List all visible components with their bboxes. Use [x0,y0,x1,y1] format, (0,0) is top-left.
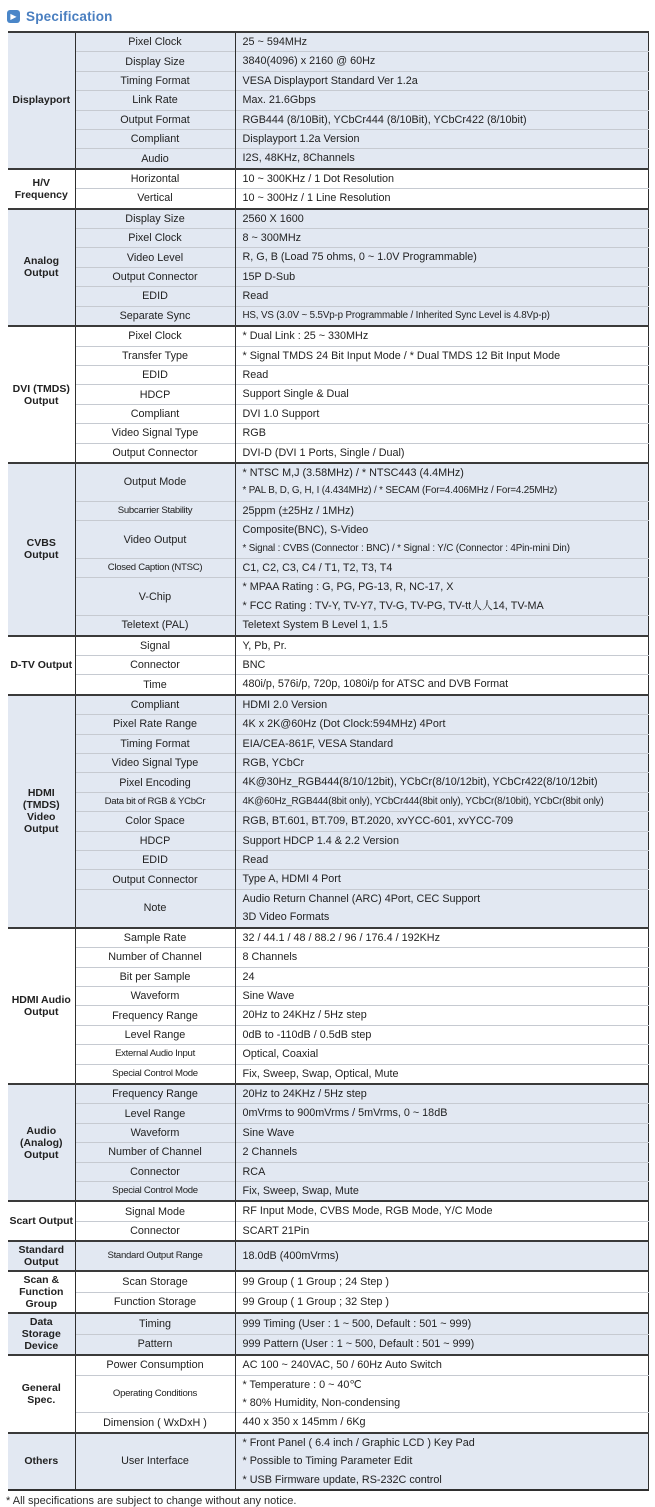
spec-value-line: * PAL B, D, G, H, I (4.434MHz) / * SECAM (For=4.406MHz / For=4.25MHz) [242,485,558,497]
spec-row [8,695,648,715]
spec-value-line: 999 Pattern (User : 1 ~ 500, Default : 501 ~ 999) [242,1338,475,1351]
spec-row [8,32,648,52]
spec-value-line: 32 / 44.1 / 48 / 88.2 / 96 / 176.4 / 192KHz [242,931,440,944]
spec-row [8,1375,648,1413]
spec-row [8,385,648,404]
spec-value-line: 0mVrms to 900mVrms / 5mVrms, 0 ~ 18dB [242,1107,448,1120]
spec-parameter: Pixel Clock [75,32,235,52]
spec-parameter: Standard Output Range [75,1241,235,1271]
spec-value [235,792,648,811]
spec-value-line: C1, C2, C3, C4 / T1, T2, T3, T4 [242,561,393,574]
spec-value-line: 3840(4096) x 2160 @ 60Hz [242,55,376,68]
spec-value [235,326,648,346]
section-label: H/V Frequency [8,169,75,209]
spec-value [235,424,648,443]
spec-parameter: Power Consumption [75,1355,235,1375]
spec-parameter: Signal Mode [75,1201,235,1221]
spec-value [235,1355,648,1375]
spec-parameter: Note [75,889,235,927]
spec-value-line: 0dB to -110dB / 0.5dB step [242,1028,372,1041]
spec-parameter: Teletext (PAL) [75,616,235,636]
spec-value [235,773,648,792]
spec-row [8,501,648,520]
section-label: Analog Output [8,209,75,326]
spec-value-line: * MPAA Rating : G, PG, PG-13, R, NC-17, X [242,581,454,594]
spec-row [8,521,648,559]
spec-row [8,734,648,753]
spec-value-line: Teletext System B Level 1, 1.5 [242,619,388,632]
spec-value [235,715,648,734]
spec-value [235,1221,648,1241]
spec-value-line: 99 Group ( 1 Group ; 24 Step ) [242,1275,389,1288]
section-label: Scart Output [8,1201,75,1241]
spec-row [8,851,648,870]
spec-row [8,110,648,129]
spec-parameter: Video Signal Type [75,754,235,773]
spec-parameter: Operating Conditions [75,1375,235,1413]
spec-value [235,521,648,559]
spec-value-line: RGB, BT.601, BT.709, BT.2020, xvYCC-601, xvYCC-709 [242,815,514,828]
spec-value [235,52,648,71]
spec-value [235,1181,648,1201]
spec-value [235,1084,648,1104]
spec-value [235,986,648,1005]
spec-value-line: AC 100 ~ 240VAC, 50 / 60Hz Auto Switch [242,1359,442,1372]
spec-row [8,715,648,734]
spec-row [8,189,648,209]
spec-value-line: 20Hz to 24KHz / 5Hz step [242,1009,367,1022]
spec-row [8,636,648,656]
spec-row [8,1181,648,1201]
spec-parameter: Subcarrier Stability [75,501,235,520]
spec-value-line: 99 Group ( 1 Group ; 32 Step ) [242,1296,389,1309]
spec-parameter: Video Level [75,248,235,267]
spec-parameter: Compliant [75,404,235,423]
spec-parameter: Function Storage [75,1292,235,1313]
spec-parameter: Pixel Rate Range [75,715,235,734]
section-label: Data Storage Device [8,1313,75,1355]
page-header [0,0,655,31]
spec-parameter: Special Control Mode [75,1181,235,1201]
spec-value [235,130,648,149]
spec-value-line: Y, Pb, Pr. [242,639,287,652]
spec-parameter: Data bit of RGB & YCbCr [75,792,235,811]
spec-value [235,385,648,404]
spec-parameter: Level Range [75,1025,235,1044]
spec-parameter: Video Signal Type [75,424,235,443]
spec-parameter: Timing Format [75,71,235,90]
spec-value [235,695,648,715]
spec-value-line: * Front Panel ( 6.4 inch / Graphic LCD ) Key Pad [242,1436,475,1449]
spec-value-line: Audio Return Channel (ARC) 4Port, CEC Support [242,892,481,905]
spec-value [235,149,648,169]
spec-parameter: EDID [75,287,235,306]
spec-row [8,578,648,616]
spec-row [8,558,648,577]
spec-value [235,1292,648,1313]
spec-parameter: Pixel Clock [75,229,235,248]
spec-value-line: Optical, Coaxial [242,1048,319,1061]
spec-parameter: Video Output [75,521,235,559]
spec-value-line: Fix, Sweep, Swap, Mute [242,1184,359,1197]
spec-parameter: Closed Caption (NTSC) [75,558,235,577]
spec-value-line: 480i/p, 576i/p, 720p, 1080i/p for ATSC and DVB Format [242,678,509,691]
spec-value [235,734,648,753]
spec-row [8,656,648,675]
spec-parameter: Timing Format [75,734,235,753]
spec-value [235,558,648,577]
spec-row [8,1433,648,1490]
spec-row [8,1355,648,1375]
spec-value [235,656,648,675]
spec-row [8,792,648,811]
spec-parameter: EDID [75,365,235,384]
spec-parameter: Audio [75,149,235,169]
spec-value-line: 24 [242,970,255,983]
spec-parameter: Pixel Encoding [75,773,235,792]
spec-value [235,636,648,656]
spec-row [8,463,648,501]
spec-value-line: 8 ~ 300MHz [242,232,302,245]
spec-value-line: R, G, B (Load 75 ohms, 0 ~ 1.0V Programmable) [242,251,477,264]
spec-parameter: Vertical [75,189,235,209]
spec-row [8,1064,648,1084]
spec-parameter: Pixel Clock [75,326,235,346]
spec-parameter: Frequency Range [75,1084,235,1104]
spec-value [235,1271,648,1292]
spec-value [235,754,648,773]
spec-value [235,831,648,850]
spec-value-line: Support Single & Dual [242,388,349,401]
spec-parameter: Frequency Range [75,1006,235,1025]
spec-row [8,229,648,248]
spec-row [8,1006,648,1025]
spec-value-line: Composite(BNC), S-Video [242,524,369,537]
spec-row [8,1025,648,1044]
spec-value-line: 18.0dB (400mVrms) [242,1249,339,1262]
spec-value-line: BNC [242,659,266,671]
spec-value [235,1123,648,1142]
spec-value-line: 25 ~ 594MHz [242,36,308,48]
spec-row [8,248,648,267]
specification-table-body [8,32,648,1490]
spec-value-line: Max. 21.6Gbps [242,94,316,107]
spec-parameter: External Audio Input [75,1045,235,1064]
spec-row [8,365,648,384]
spec-value [235,169,648,189]
spec-parameter: Connector [75,656,235,675]
spec-row [8,209,648,229]
spec-row [8,1413,648,1433]
spec-row [8,1271,648,1292]
spec-row [8,52,648,71]
spec-value [235,91,648,110]
spec-value [235,1025,648,1044]
spec-row [8,404,648,423]
section-label: HDMI (TMDS) Video Output [8,695,75,928]
spec-row [8,1143,648,1162]
spec-row [8,1084,648,1104]
spec-value-line: * Dual Link : 25 ~ 330MHz [242,330,369,343]
spec-value-line: RGB, YCbCr [242,757,305,770]
spec-value [235,1045,648,1064]
spec-parameter: Signal [75,636,235,656]
spec-value [235,267,648,286]
spec-value [235,1375,648,1413]
spec-value [235,967,648,986]
spec-value [235,346,648,365]
spec-value-line: 8 Channels [242,951,298,964]
spec-value-line: 20Hz to 24KHz / 5Hz step [242,1087,367,1100]
spec-value-line: 25ppm (±25Hz / 1MHz) [242,504,355,517]
spec-value [235,209,648,229]
spec-value [235,501,648,520]
spec-value [235,1162,648,1181]
spec-value-line: Sine Wave [242,989,295,1002]
spec-parameter: HDCP [75,831,235,850]
spec-parameter: Connector [75,1162,235,1181]
spec-parameter: Display Size [75,209,235,229]
spec-value [235,189,648,209]
spec-parameter: Level Range [75,1104,235,1123]
spec-parameter: Waveform [75,1123,235,1142]
spec-value-line: RCA [242,1165,266,1178]
spec-value-line: RF Input Mode, CVBS Mode, RGB Mode, Y/C Mode [242,1205,493,1218]
spec-value-line: Sine Wave [242,1126,295,1139]
spec-value-line: EIA/CEA-861F, VESA Standard [242,737,394,750]
spec-value [235,1313,648,1334]
spec-row [8,948,648,967]
spec-value-line: Read [242,854,269,867]
spec-parameter: EDID [75,851,235,870]
spec-row [8,346,648,365]
spec-value [235,889,648,927]
section-label: CVBS Output [8,463,75,636]
spec-value-line: HS, VS (3.0V ~ 5.5Vp-p Programmable / Inherited Sync Level is 4.8Vp-p) [242,309,550,321]
spec-value-line: DVI-D (DVI 1 Ports, Single / Dual) [242,446,405,459]
spec-value-line: DVI 1.0 Support [242,407,320,420]
spec-value [235,851,648,870]
spec-parameter: Pattern [75,1334,235,1355]
spec-row [8,831,648,850]
spec-value-line: * Temperature : 0 ~ 40℃ [242,1378,362,1391]
spec-value-line: * USB Firmware update, RS-232C control [242,1473,442,1486]
spec-value-line: 999 Timing (User : 1 ~ 500, Default : 501 ~ 999) [242,1317,472,1330]
spec-row [8,424,648,443]
footnote: * All specifications are subject to change without any notice. [6,1495,297,1507]
spec-row [8,287,648,306]
spec-row [8,928,648,948]
spec-row [8,1313,648,1334]
spec-value [235,616,648,636]
spec-value [235,1334,648,1355]
spec-value-line: 4K x 2K@60Hz (Dot Clock:594MHz) 4Port [242,718,446,731]
spec-parameter: Connector [75,1221,235,1241]
page-title: Specification [26,9,113,24]
spec-value-line: Type A, HDMI 4 Port [242,873,341,886]
spec-value-line: Displayport 1.2a Version [242,133,360,146]
spec-value [235,870,648,889]
spec-value-line: Read [242,290,269,303]
section-label: Others [8,1433,75,1490]
spec-row [8,71,648,90]
spec-value-line: Support HDCP 1.4 & 2.2 Version [242,834,399,847]
spec-parameter: Dimension ( WxDxH ) [75,1413,235,1433]
spec-value [235,1143,648,1162]
spec-value [235,287,648,306]
spec-parameter: Bit per Sample [75,967,235,986]
spec-parameter: Waveform [75,986,235,1005]
spec-value [235,1201,648,1221]
spec-value-line: 10 ~ 300KHz / 1 Dot Resolution [242,172,395,185]
spec-value [235,1104,648,1123]
spec-value [235,578,648,616]
spec-value [235,32,648,52]
spec-row [8,616,648,636]
spec-row [8,149,648,169]
spec-row [8,1221,648,1241]
spec-value-line: 2560 X 1600 [242,212,304,225]
spec-parameter: Separate Sync [75,306,235,326]
spec-value-line: * FCC Rating : TV-Y, TV-Y7, TV-G, TV-PG, TV-tt人人14, TV-MA [242,599,544,612]
spec-parameter: Special Control Mode [75,1064,235,1084]
spec-row [8,267,648,286]
spec-parameter: Timing [75,1313,235,1334]
spec-row [8,326,648,346]
spec-parameter: Number of Channel [75,948,235,967]
spec-row [8,1334,648,1355]
spec-value [235,229,648,248]
spec-row [8,130,648,149]
spec-parameter: Scan Storage [75,1271,235,1292]
spec-parameter: Number of Channel [75,1143,235,1162]
spec-row [8,773,648,792]
spec-value [235,306,648,326]
spec-row [8,1162,648,1181]
section-label: DVI (TMDS) Output [8,326,75,463]
section-label: HDMI Audio Output [8,928,75,1084]
section-label: D-TV Output [8,636,75,695]
spec-row [8,1045,648,1064]
spec-value-line: 440 x 350 x 145mm / 6Kg [242,1416,366,1429]
spec-parameter: Horizontal [75,169,235,189]
play-badge-icon: ▶ [7,10,20,23]
spec-value-line: 4K@30Hz_RGB444(8/10/12bit), YCbCr(8/10/12bit), YCbCr422(8/10/12bit) [242,776,598,789]
spec-value [235,1241,648,1271]
section-label: Audio (Analog) Output [8,1084,75,1201]
spec-row [8,1104,648,1123]
spec-row [8,1201,648,1221]
spec-row [8,967,648,986]
spec-value-line: 4K@60Hz_RGB444(8bit only), YCbCr444(8bit only), YCbCr(8/10bit), YCbCr(8bit only) [242,795,604,807]
spec-value-line: RGB [242,427,266,440]
spec-parameter: Output Connector [75,267,235,286]
specification-table [8,31,649,1491]
spec-value [235,248,648,267]
spec-row [8,889,648,927]
spec-row [8,169,648,189]
spec-parameter: Time [75,675,235,695]
spec-value-line: * NTSC M,J (3.58MHz) / * NTSC443 (4.4MHz) [242,466,464,479]
spec-value [235,1006,648,1025]
spec-row [8,870,648,889]
spec-value-line: Fix, Sweep, Swap, Optical, Mute [242,1067,399,1080]
spec-parameter: Output Format [75,110,235,129]
spec-value [235,463,648,501]
spec-value [235,404,648,423]
spec-value-line: * 80% Humidity, Non-condensing [242,1397,401,1409]
spec-parameter: Compliant [75,695,235,715]
spec-row [8,1241,648,1271]
spec-parameter: Output Mode [75,463,235,501]
spec-parameter: Output Connector [75,443,235,463]
spec-parameter: HDCP [75,385,235,404]
spec-parameter: Compliant [75,130,235,149]
spec-value-line: 2 Channels [242,1146,298,1159]
spec-row [8,1292,648,1313]
spec-value [235,1064,648,1084]
spec-parameter: Link Rate [75,91,235,110]
spec-value [235,365,648,384]
spec-value-line: * Possible to Timing Parameter Edit [242,1455,413,1468]
spec-parameter: User Interface [75,1433,235,1490]
spec-value [235,110,648,129]
spec-parameter: Sample Rate [75,928,235,948]
section-label: Displayport [8,32,75,169]
spec-value-line: 10 ~ 300Hz / 1 Line Resolution [242,192,391,205]
spec-value-line: RGB444 (8/10Bit), YCbCr444 (8/10Bit), YCbCr422 (8/10bit) [242,113,527,126]
spec-row [8,443,648,463]
spec-parameter: V-Chip [75,578,235,616]
spec-row [8,306,648,326]
section-label: Standard Output [8,1241,75,1271]
spec-parameter: Color Space [75,812,235,831]
spec-value-line: 15P D-Sub [242,270,296,283]
spec-value-line: 3D Video Formats [242,911,330,924]
spec-parameter: Transfer Type [75,346,235,365]
spec-value [235,1433,648,1490]
spec-value-line: SCART 21Pin [242,1224,310,1237]
spec-value [235,928,648,948]
spec-row [8,675,648,695]
spec-row [8,754,648,773]
section-label: Scan & Function Group [8,1271,75,1313]
spec-value [235,948,648,967]
spec-value-line: HDMI 2.0 Version [242,698,328,711]
spec-row [8,986,648,1005]
spec-value [235,675,648,695]
spec-parameter: Output Connector [75,870,235,889]
spec-value-line: Read [242,368,269,381]
spec-row [8,1123,648,1142]
spec-value [235,812,648,831]
spec-value-line: * Signal : CVBS (Connector : BNC) / * Signal : Y/C (Connector : 4Pin-mini Din) [242,542,570,554]
spec-value [235,443,648,463]
spec-value [235,71,648,90]
spec-value-line: VESA Displayport Standard Ver 1.2a [242,74,418,87]
spec-value [235,1413,648,1433]
spec-value-line: I2S, 48KHz, 8Channels [242,152,355,165]
spec-parameter: Display Size [75,52,235,71]
spec-row [8,91,648,110]
spec-value-line: * Signal TMDS 24 Bit Input Mode / * Dual TMDS 12 Bit Input Mode [242,349,561,362]
section-label: General Spec. [8,1355,75,1433]
spec-row [8,812,648,831]
